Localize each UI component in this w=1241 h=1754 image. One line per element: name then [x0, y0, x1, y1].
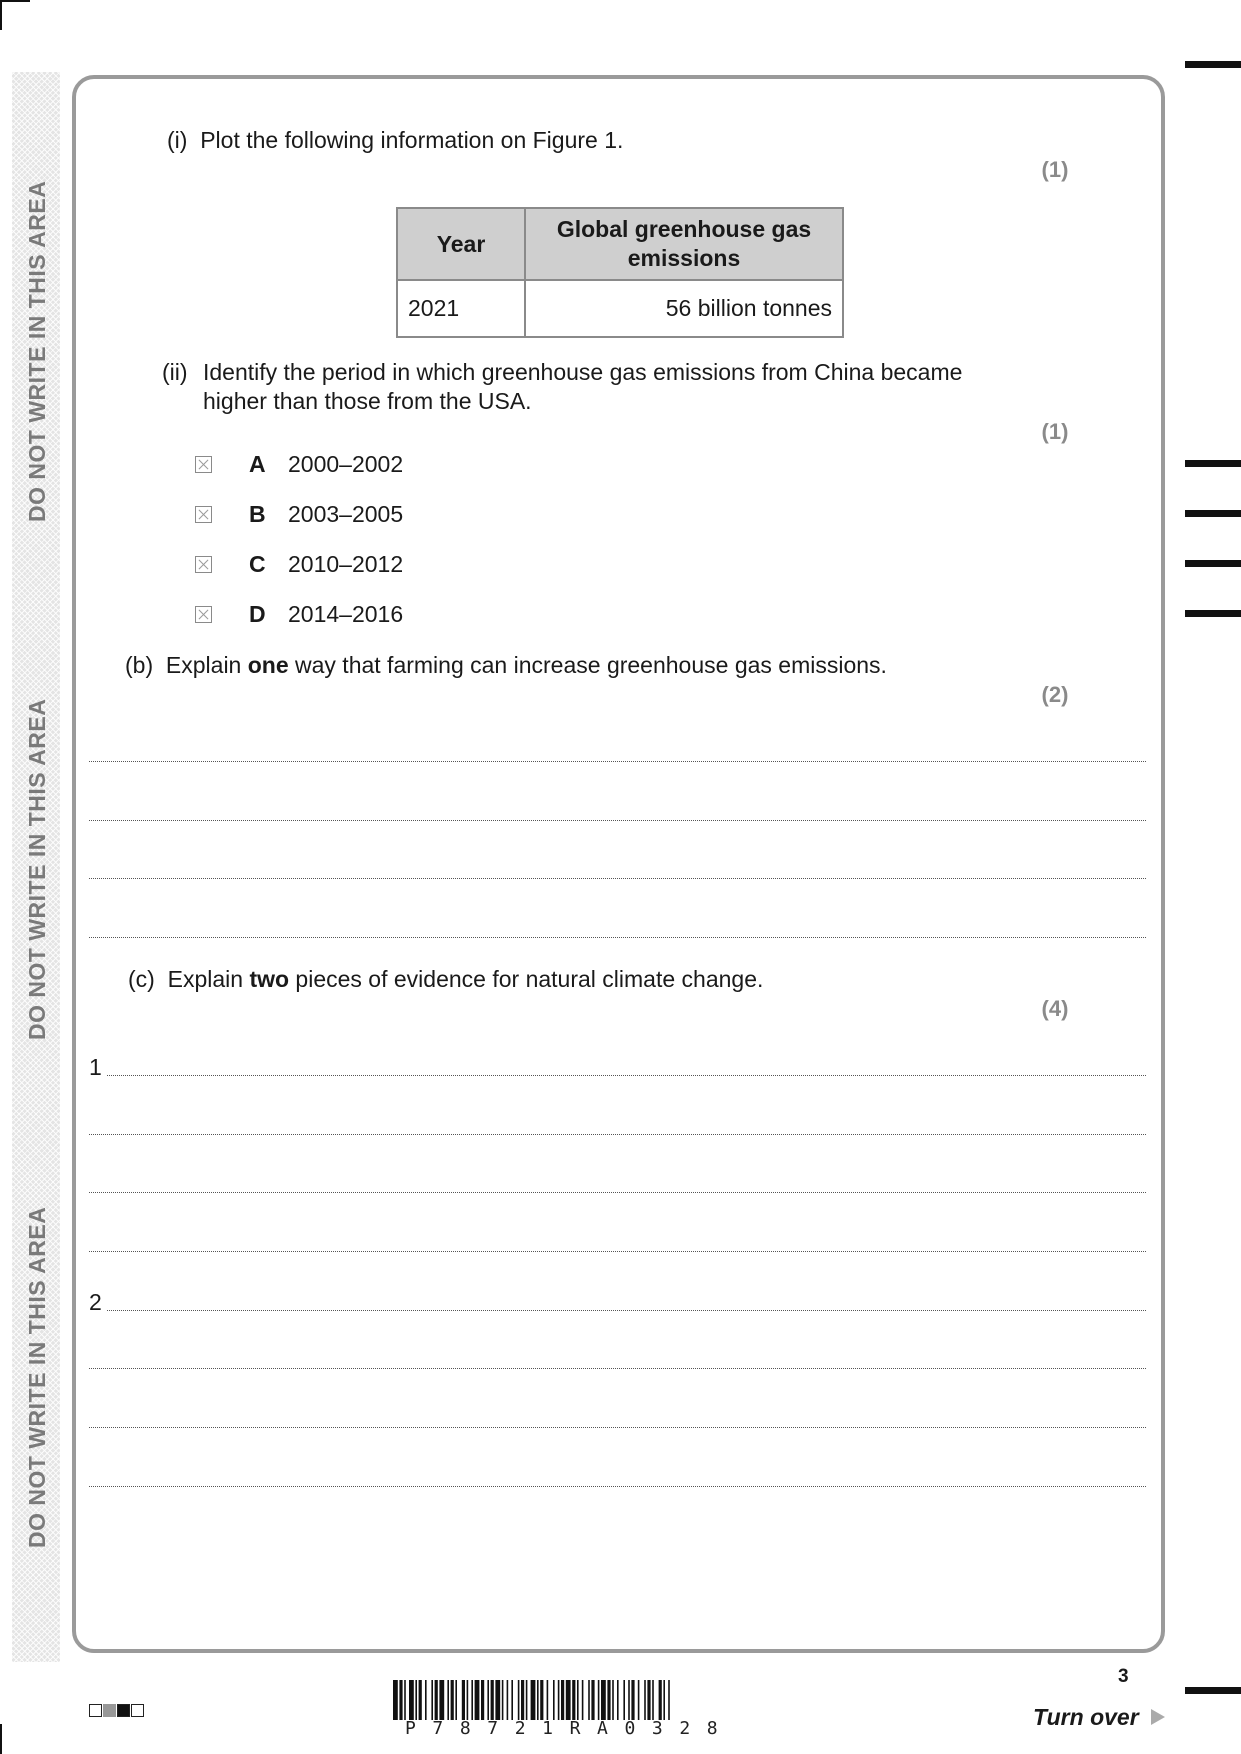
option-checkbox-a[interactable] — [195, 456, 212, 473]
question-b — [125, 651, 887, 680]
question-number: (c) — [128, 966, 155, 992]
crop-mark — [0, 0, 2, 30]
answer-line[interactable] — [89, 1427, 1146, 1428]
answer-line[interactable] — [89, 878, 1146, 879]
question-emphasis: one — [247, 652, 289, 678]
crop-mark — [0, 1724, 2, 1754]
margin-mark — [1185, 1687, 1241, 1694]
option-letter: B — [249, 501, 266, 527]
answer-line[interactable] — [107, 1310, 1146, 1311]
question-text: Plot the following information on Figure 1. — [200, 127, 624, 153]
margin-mark — [1185, 460, 1241, 467]
answer-line[interactable] — [89, 1251, 1146, 1252]
barcode-text: P78721RA0328 — [405, 1718, 735, 1739]
barcode-icon — [393, 1680, 863, 1720]
margin-mark — [1185, 560, 1241, 567]
question-text: Explain — [165, 652, 248, 678]
question-number: (i) — [167, 127, 188, 153]
table-cell: 2021 — [397, 280, 525, 337]
crop-mark — [0, 0, 30, 2]
question-ii-line1: Identify the period in which greenhouse gas emissions from China became — [203, 359, 963, 385]
question-emphasis: two — [249, 966, 290, 992]
question-text: way that farming can increase greenhouse gas emissions. — [288, 652, 887, 678]
answer-line[interactable] — [89, 1192, 1146, 1193]
margin-mark — [1185, 510, 1241, 517]
answer-line[interactable] — [89, 937, 1146, 938]
option-text: 2000–2002 — [288, 451, 404, 477]
margin-warning: DO NOT WRITE IN THIS AREA — [24, 698, 50, 1040]
answer-number-2: 2 — [89, 1289, 102, 1315]
answer-line[interactable] — [89, 1134, 1146, 1135]
option-letter: D — [249, 601, 266, 627]
margin-warning: DO NOT WRITE IN THIS AREA — [24, 180, 50, 522]
answer-line[interactable] — [89, 820, 1146, 821]
data-table — [396, 207, 844, 338]
answer-line[interactable] — [89, 1486, 1146, 1487]
page-number: 3 — [1118, 1666, 1129, 1687]
question-i — [167, 126, 623, 155]
marks-label: (4) — [1041, 996, 1069, 1021]
option-letter: A — [249, 451, 266, 477]
table-row — [397, 280, 843, 337]
option-checkbox-d[interactable] — [195, 606, 212, 623]
turn-over-label: Turn over — [1033, 1704, 1139, 1730]
option-text: 2010–2012 — [288, 551, 404, 577]
option-letter: C — [249, 551, 266, 577]
table-cell: 56 billion tonnes — [525, 280, 843, 337]
page-squares — [89, 1704, 145, 1722]
table-header-row — [397, 208, 843, 280]
turn-over-arrow-icon — [1151, 1709, 1165, 1725]
question-text: Explain — [167, 966, 250, 992]
question-text: pieces of evidence for natural climate change. — [289, 966, 764, 992]
option-checkbox-b[interactable] — [195, 506, 212, 523]
answer-line[interactable] — [89, 761, 1146, 762]
question-ii-number: (ii) — [162, 359, 188, 385]
question-number: (b) — [125, 652, 154, 678]
marks-label: (1) — [1041, 157, 1069, 182]
question-ii-line2: higher than those from the USA. — [203, 388, 532, 414]
answer-line[interactable] — [107, 1075, 1146, 1076]
margin-mark — [1185, 61, 1241, 68]
table-header: Global greenhouse gas emissions — [525, 208, 843, 280]
question-c — [128, 965, 763, 994]
option-checkbox-c[interactable] — [195, 556, 212, 573]
option-text: 2003–2005 — [288, 501, 404, 527]
marks-label: (2) — [1041, 682, 1069, 707]
marks-label: (1) — [1041, 419, 1069, 444]
margin-warning: DO NOT WRITE IN THIS AREA — [24, 1206, 50, 1548]
answer-line[interactable] — [89, 1368, 1146, 1369]
answer-number-1: 1 — [89, 1054, 102, 1080]
margin-mark — [1185, 610, 1241, 617]
table-header: Year — [397, 208, 525, 280]
option-text: 2014–2016 — [288, 601, 404, 627]
